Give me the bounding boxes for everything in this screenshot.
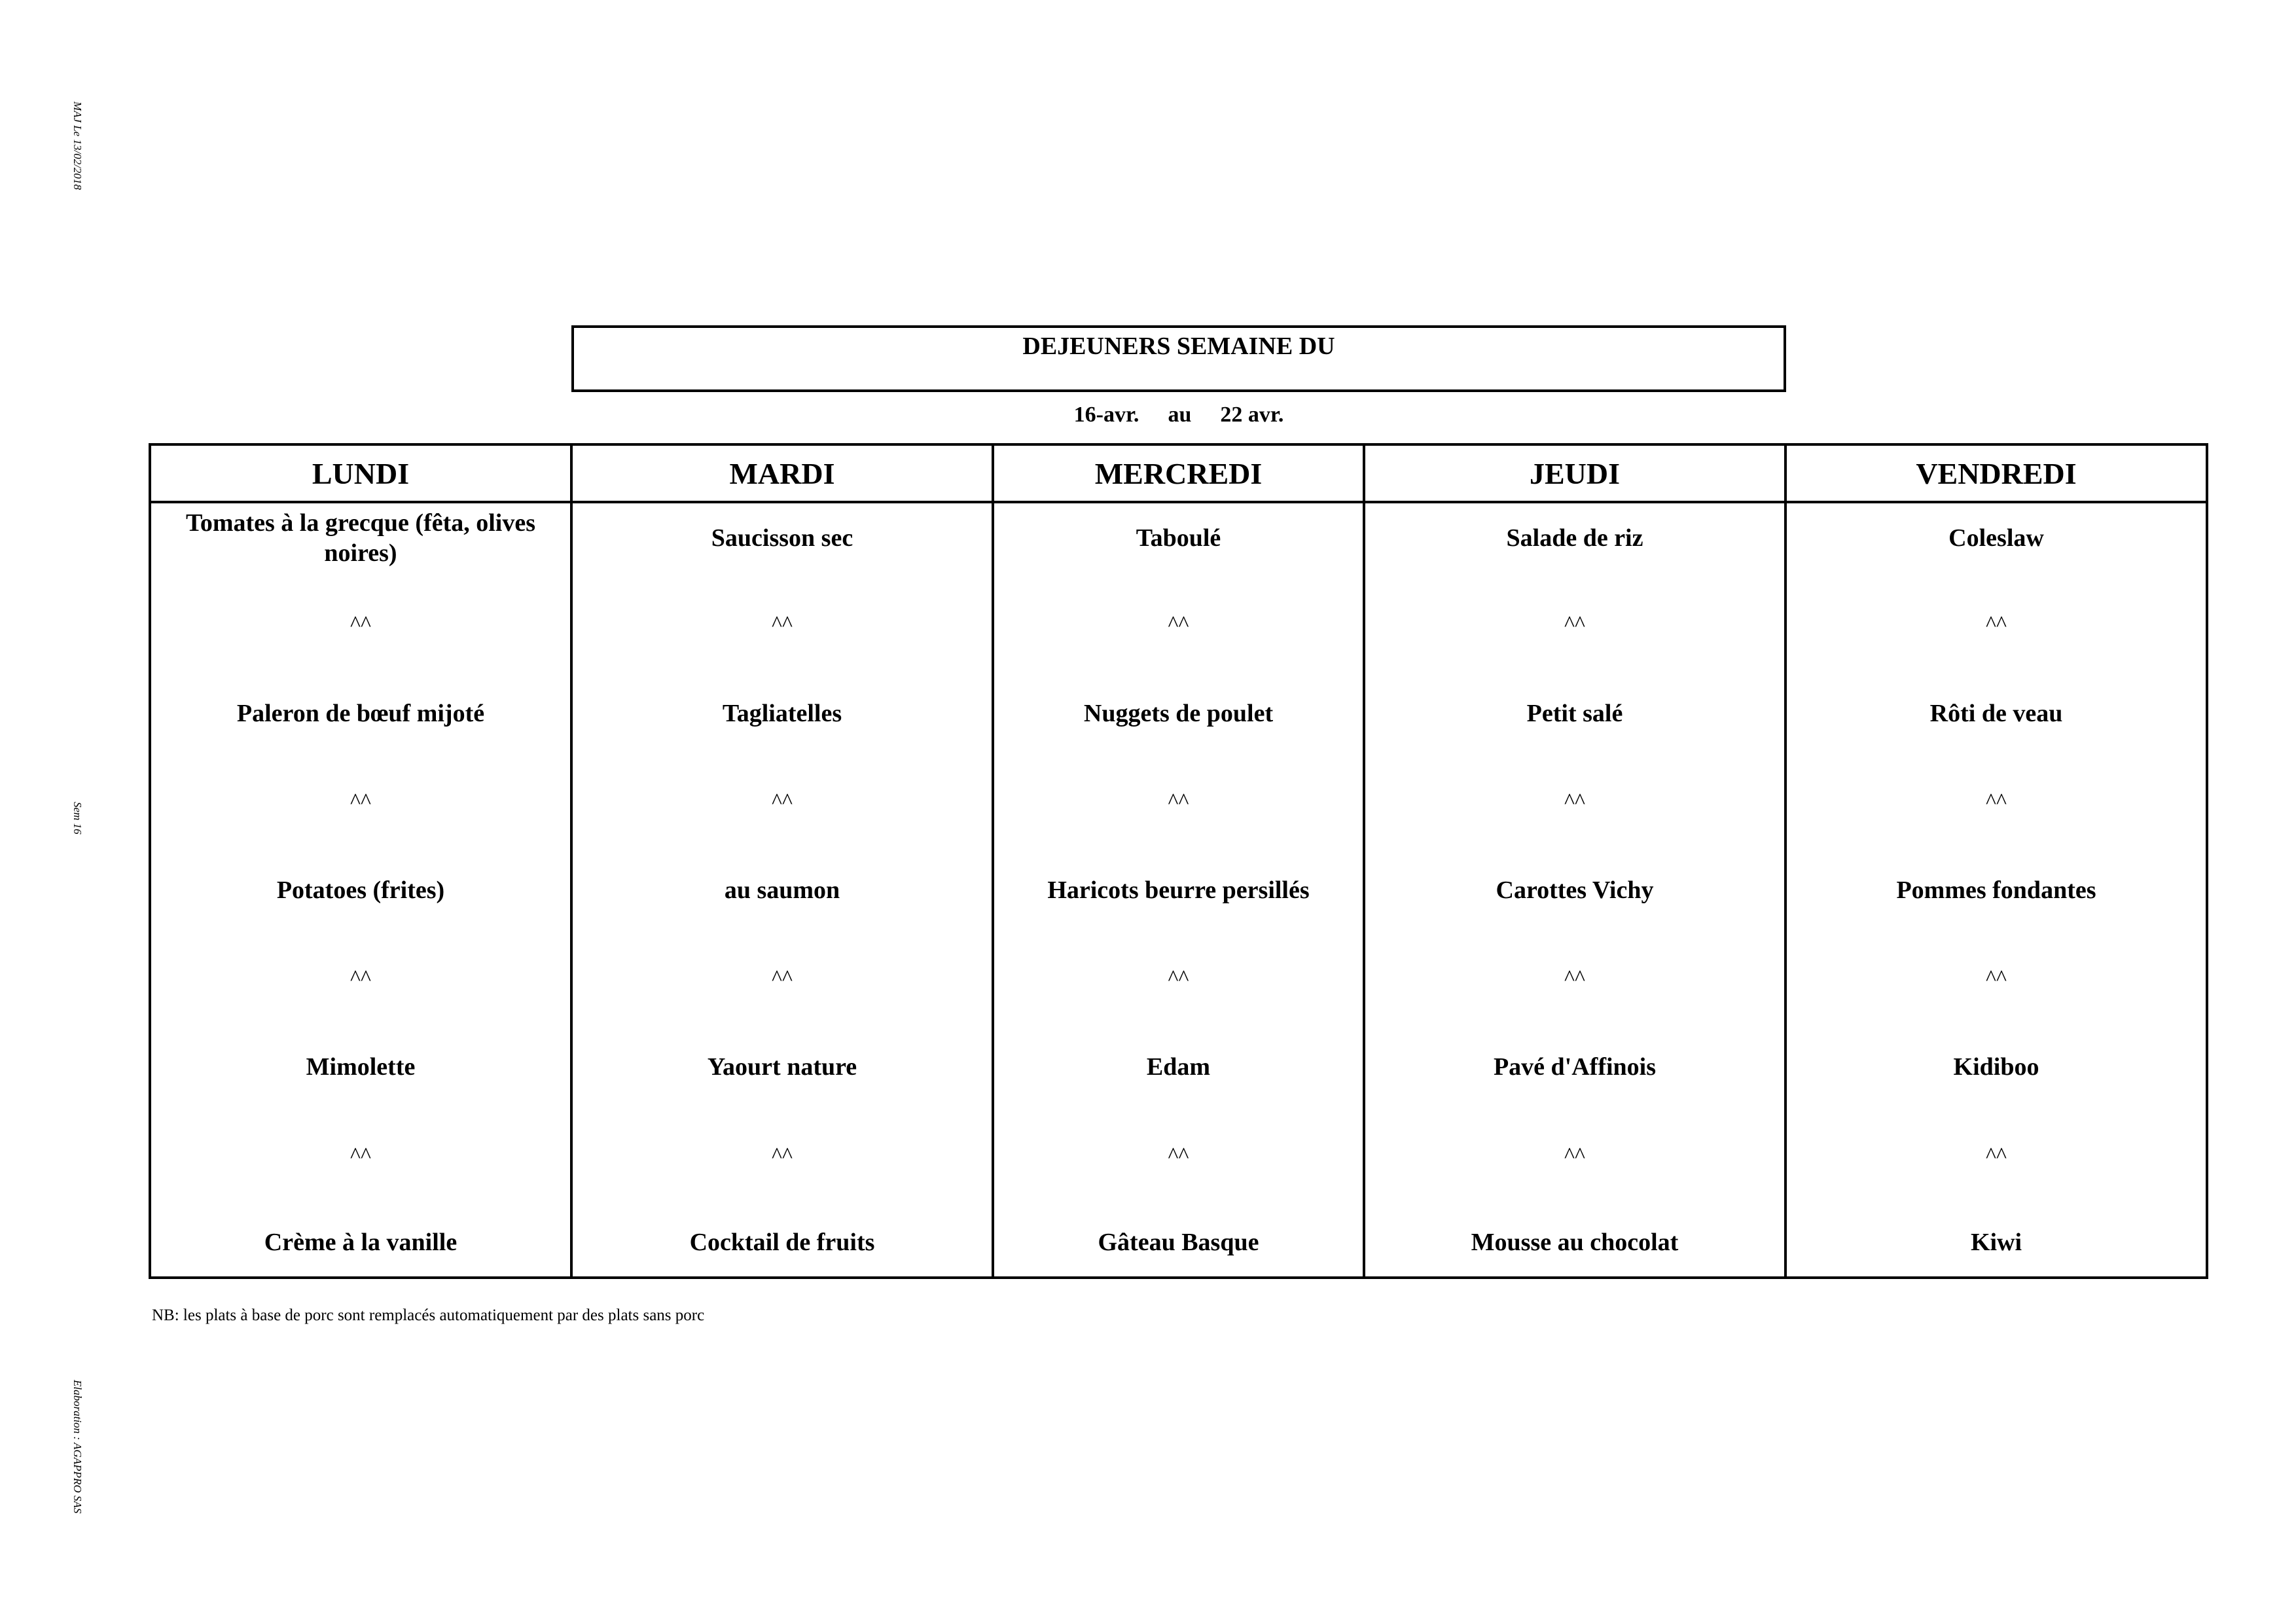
separator-mark: ^^ (150, 1104, 571, 1208)
day-header: LUNDI (150, 444, 571, 502)
separator-mark: ^^ (150, 573, 571, 676)
dish-cell: Pommes fondantes (1785, 854, 2207, 926)
dish-cell: Mimolette (150, 1030, 571, 1104)
separator-mark: ^^ (1785, 926, 2207, 1030)
week-number-label: Sem 16 (71, 802, 84, 835)
dish-cell: Tagliatelles (571, 676, 993, 750)
separator-mark: ^^ (1364, 573, 1785, 676)
day-header: JEUDI (1364, 444, 1785, 502)
menu-table (149, 443, 2208, 1279)
separator-mark: ^^ (1785, 750, 2207, 854)
separator-mark: ^^ (571, 750, 993, 854)
author-label: Elaboration : AGAPPRO SAS (71, 1380, 84, 1514)
dish-cell: Haricots beurre persillés (993, 854, 1364, 926)
separator-mark: ^^ (150, 750, 571, 854)
separator-mark: ^^ (993, 573, 1364, 676)
dish-cell: Gâteau Basque (993, 1208, 1364, 1278)
day-header: MARDI (571, 444, 993, 502)
dish-cell: Crème à la vanille (150, 1208, 571, 1278)
dish-cell: Nuggets de poulet (993, 676, 1364, 750)
day-header: VENDREDI (1785, 444, 2207, 502)
separator-mark: ^^ (150, 926, 571, 1030)
end-date: 22 avr. (1220, 403, 1284, 427)
dish-cell: Potatoes (frites) (150, 854, 571, 926)
separator-mark: ^^ (1364, 1104, 1785, 1208)
dish-row (150, 502, 2207, 573)
separator-mark: ^^ (1364, 750, 1785, 854)
week-dates (571, 403, 1786, 427)
update-date-label: MAJ Le 13/02/2018 (71, 101, 84, 190)
separator-mark: ^^ (571, 1104, 993, 1208)
dish-cell: au saumon (571, 854, 993, 926)
separator-mark: ^^ (571, 573, 993, 676)
pork-note: NB: les plats à base de porc sont remplacés automatiquement par des plats sans porc (152, 1307, 705, 1324)
separator-mark: ^^ (1364, 926, 1785, 1030)
separator-row (150, 926, 2207, 1030)
dish-cell: Taboulé (993, 502, 1364, 573)
separator-mark: ^^ (993, 926, 1364, 1030)
dish-cell: Edam (993, 1030, 1364, 1104)
dish-row (150, 1208, 2207, 1278)
separator-row (150, 750, 2207, 854)
dish-cell: Saucisson sec (571, 502, 993, 573)
separator-mark: ^^ (1785, 1104, 2207, 1208)
separator-mark: ^^ (993, 750, 1364, 854)
dish-cell: Salade de riz (1364, 502, 1785, 573)
separator-mark: ^^ (1785, 573, 2207, 676)
menu-body (150, 502, 2207, 1278)
dish-cell: Mousse au chocolat (1364, 1208, 1785, 1278)
dish-cell: Coleslaw (1785, 502, 2207, 573)
date-connector: au (1168, 403, 1192, 427)
day-header: MERCREDI (993, 444, 1364, 502)
separator-row (150, 1104, 2207, 1208)
dish-cell: Paleron de bœuf mijoté (150, 676, 571, 750)
dish-cell: Petit salé (1364, 676, 1785, 750)
separator-row (150, 573, 2207, 676)
separator-mark: ^^ (571, 926, 993, 1030)
dish-cell: Kidiboo (1785, 1030, 2207, 1104)
dish-row (150, 676, 2207, 750)
dish-cell: Carottes Vichy (1364, 854, 1785, 926)
dish-cell: Cocktail de fruits (571, 1208, 993, 1278)
dish-cell: Kiwi (1785, 1208, 2207, 1278)
days-header-row (150, 444, 2207, 502)
start-date: 16-avr. (1073, 403, 1139, 427)
menu-title: DEJEUNERS SEMAINE DU (571, 325, 1786, 392)
dish-cell: Yaourt nature (571, 1030, 993, 1104)
dish-cell: Tomates à la grecque (fêta, olives noires) (150, 502, 571, 573)
dish-row (150, 1030, 2207, 1104)
dish-cell: Pavé d'Affinois (1364, 1030, 1785, 1104)
separator-mark: ^^ (993, 1104, 1364, 1208)
dish-row (150, 854, 2207, 926)
dish-cell: Rôti de veau (1785, 676, 2207, 750)
